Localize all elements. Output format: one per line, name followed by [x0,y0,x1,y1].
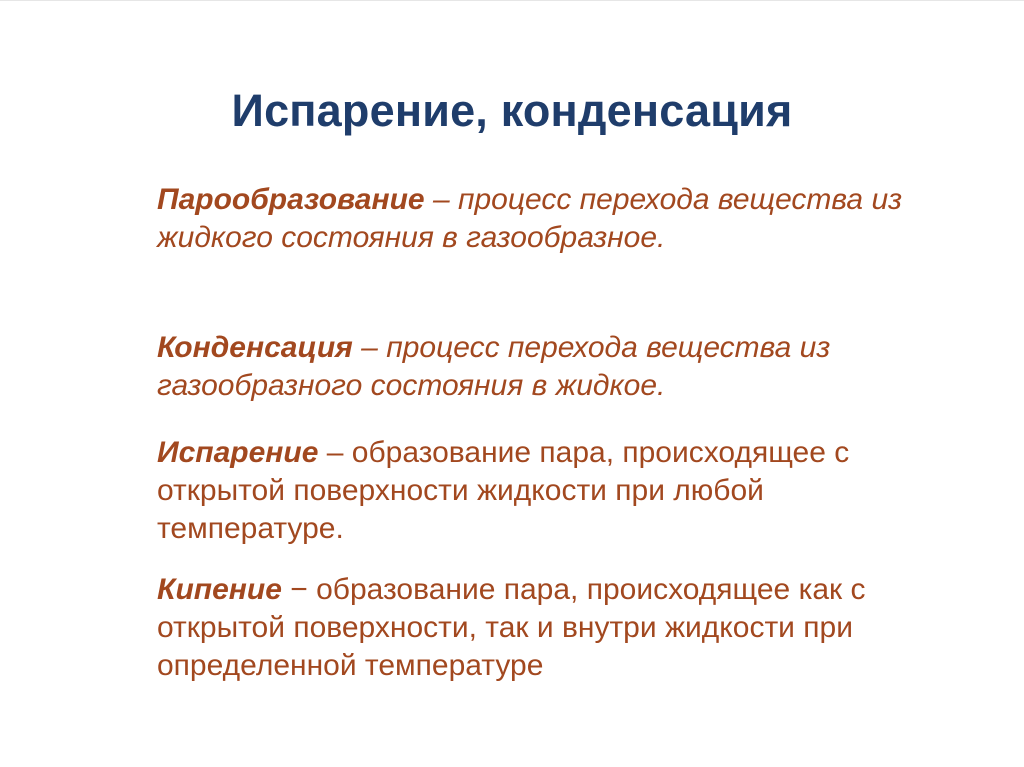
definition-condensation [157,329,937,405]
definition-text-vaporization: – процесс перехода вещества из жидкого состояния в газообразное. [157,183,903,254]
term-condensation: Конденсация [157,331,353,364]
definition-boiling [157,571,937,685]
definition-text-evaporation: – образование пара, происходящее с открытой поверхности жидкости при любой температуре. [157,436,850,545]
definition-text-condensation: – процесс перехода вещества из газообразного состояния в жидкое. [157,331,831,402]
term-boiling: Кипение [157,573,282,606]
term-evaporation: Испарение [157,436,319,469]
definition-evaporation [157,434,937,548]
definition-text-boiling: − образование пара, происходящее как с открытой поверхности, так и внутри жидкости при определенной температуре [157,573,866,682]
slide-title: Испарение, конденсация [231,85,793,136]
definition-vaporization [157,181,937,257]
term-vaporization: Парообразование [157,183,425,216]
